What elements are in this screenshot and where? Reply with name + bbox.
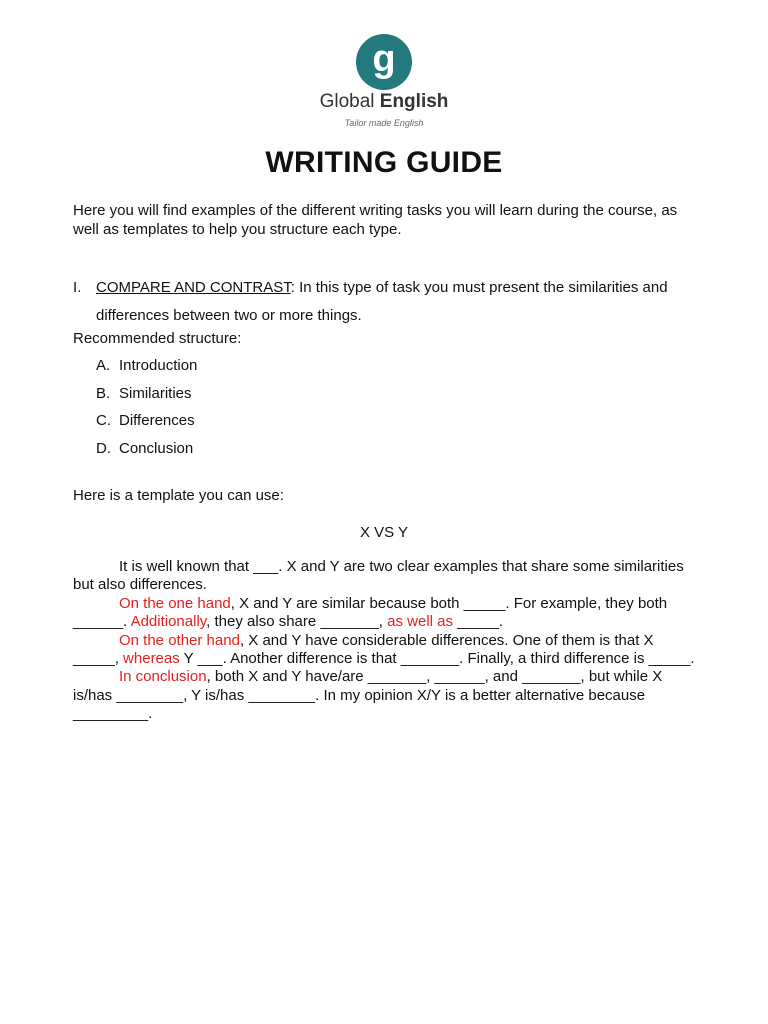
section-number: I.	[73, 279, 82, 296]
list-item-letter: B.	[96, 384, 111, 402]
structure-list	[96, 356, 197, 466]
section-description: : In this type of task you must present the similarities and	[290, 279, 668, 296]
list-item-label: Similarities	[119, 384, 192, 402]
template-text-run: , both X and Y have/are _______, ______, and _______, but while X is/has ________, Y is/has ________. In my opinion X/Y is a better alternative because _________.	[73, 668, 663, 723]
highlight-connector: as well as	[387, 613, 453, 631]
page-title: WRITING GUIDE	[265, 146, 503, 179]
template-intro: Here is a template you can use:	[73, 487, 284, 504]
list-item	[96, 411, 197, 439]
template-text-run: , X and Y are similar because both _____. For example, they both ______.	[73, 594, 668, 631]
list-item	[96, 356, 197, 384]
section-compare-contrast	[73, 274, 695, 329]
list-item-label: Differences	[119, 412, 195, 429]
template-paragraph-3	[73, 632, 695, 669]
globe-g-icon	[356, 34, 412, 90]
highlight-connector: whereas	[123, 650, 180, 668]
svg-text:g: g	[372, 38, 396, 80]
list-item	[96, 384, 197, 412]
section-heading: COMPARE AND CONTRAST	[96, 279, 291, 296]
intro-paragraph: Here you will find examples of the different writing tasks you will learn during the course, as well as templates to help you structure each type.	[73, 202, 678, 238]
logo	[0, 34, 768, 128]
highlight-connector: On the one hand	[119, 594, 231, 612]
logo-wordmark-light: Global	[319, 91, 375, 112]
list-item	[96, 439, 197, 467]
highlight-connector: On the other hand	[119, 631, 240, 649]
template-text-run: , X and Y have considerable differences. One of them is that X _____,	[73, 631, 654, 668]
list-item-letter: D.	[96, 439, 111, 457]
logo-wordmark	[0, 90, 768, 114]
logo-tagline: Tailor made English	[344, 118, 424, 128]
list-item-letter: C.	[96, 412, 111, 429]
section-description-continued: differences between two or more things.	[96, 306, 362, 324]
highlight-connector: In conclusion	[119, 668, 207, 686]
highlight-connector: Additionally	[130, 613, 207, 631]
list-item-label: Introduction	[119, 357, 198, 374]
template-paragraph-1: It is well known that ___. X and Y are two clear examples that share some similarities but also differences.	[73, 558, 684, 594]
template-text-run: , they also share _______,	[206, 613, 388, 631]
template-paragraph-4	[73, 668, 695, 723]
list-item-letter: A.	[96, 357, 111, 374]
template-paragraph-2	[73, 595, 695, 632]
template-text-run: Y ___. Another difference is that _______. Finally, a third difference is _____.	[179, 650, 695, 668]
logo-wordmark-bold: English	[379, 91, 449, 112]
template-text-run: _____.	[453, 613, 504, 631]
list-item-label: Conclusion	[119, 439, 194, 457]
recommended-structure-label: Recommended structure:	[73, 330, 242, 347]
template-text	[73, 558, 695, 724]
template-title: X VS Y	[359, 524, 409, 541]
